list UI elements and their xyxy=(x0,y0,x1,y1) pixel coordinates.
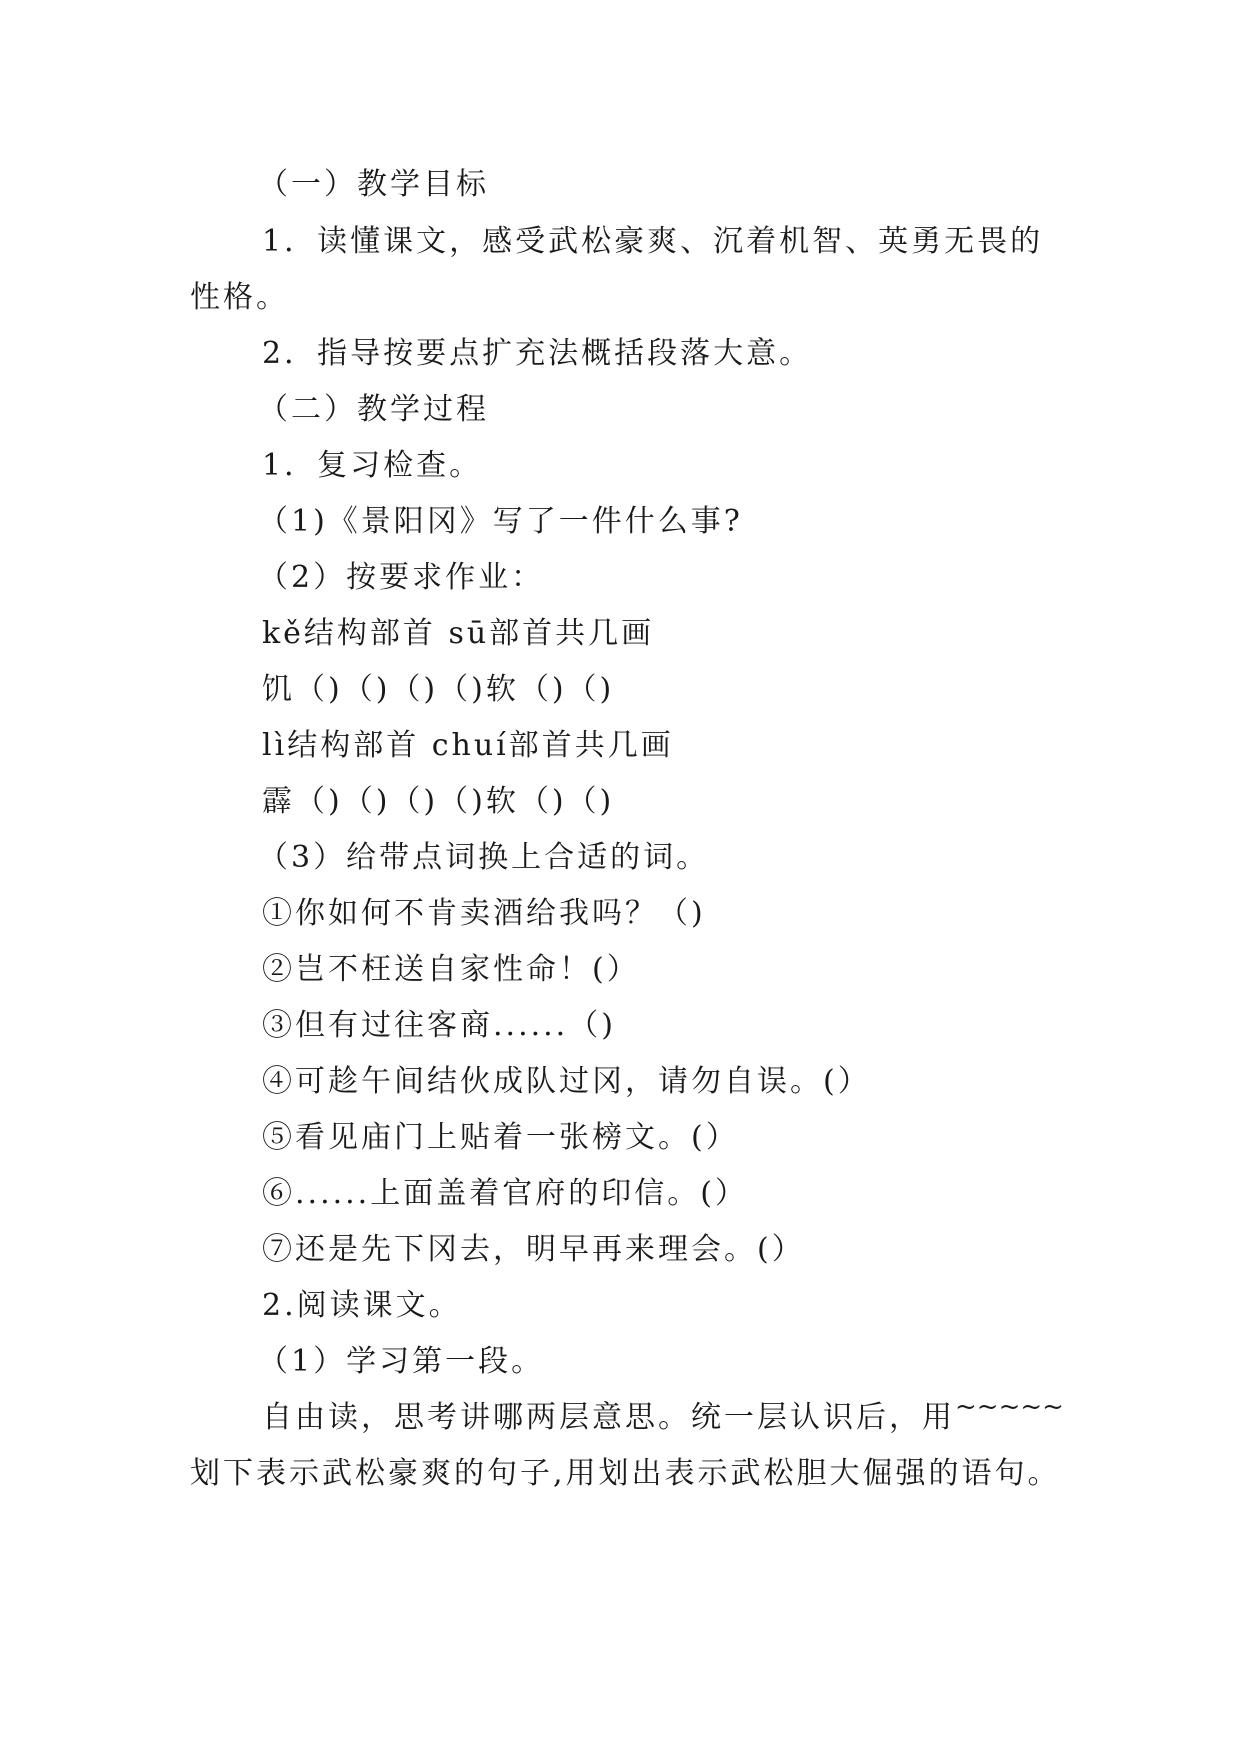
list-item: ⑥......上面盖着官府的印信。(） xyxy=(262,1176,748,1211)
section-heading-goals: （一）教学目标 xyxy=(258,167,489,202)
step-1-review: 1．复习检查。 xyxy=(262,448,483,483)
paragraph-line-1 xyxy=(262,1392,1064,1439)
pinyin-row-1-header: kě结构部首 sū部首共几画 xyxy=(262,616,655,651)
pinyin-row-2-chars: 霹（)（)（)（)软（)（) xyxy=(262,784,615,819)
list-item: ①你如何不肯卖酒给我吗？（) xyxy=(262,896,706,931)
goal-1-line-1: 1．读懂课文，感受武松豪爽、沉着机智、英勇无畏的 xyxy=(262,224,1044,259)
list-item: ⑦还是先下冈去，明早再来理会。(） xyxy=(262,1232,805,1267)
question-3: （3）给带点词换上合适的词。 xyxy=(258,840,710,875)
list-item: ④可趁午间结伙成队过冈，请勿自误。(） xyxy=(262,1064,871,1099)
pinyin-row-1-chars: 饥（)（)（)（)软（)（) xyxy=(262,672,615,707)
question-2: （2）按要求作业： xyxy=(258,560,545,595)
sub-step-1: （1）学习第一段。 xyxy=(258,1344,545,1379)
question-1: （1)《景阳冈》写了一件什么事? xyxy=(258,504,743,539)
list-item: ⑤看见庙门上贴着一张榜文。(） xyxy=(262,1120,739,1155)
list-item: ②岂不枉送自家性命！(） xyxy=(262,952,640,987)
goal-1-line-2: 性格。 xyxy=(190,280,289,315)
pinyin-row-2-header: lì结构部首 chuí部首共几画 xyxy=(262,728,674,763)
paragraph-line-2: 划下表示武松豪爽的句子,用划出表示武松胆大倔强的语句。 xyxy=(190,1456,1061,1491)
goal-2: 2．指导按要点扩充法概括段落大意。 xyxy=(262,336,813,371)
squiggle-underline-mark: ~~~~~ xyxy=(955,1392,1064,1422)
section-heading-process: （二）教学过程 xyxy=(258,392,489,427)
step-2-read: 2.阅读课文。 xyxy=(262,1288,462,1323)
list-item: ③但有过往客商......（) xyxy=(262,1008,616,1043)
paragraph-line-1-text: 自由读，思考讲哪两层意思。统一层认识后，用 xyxy=(262,1400,955,1435)
